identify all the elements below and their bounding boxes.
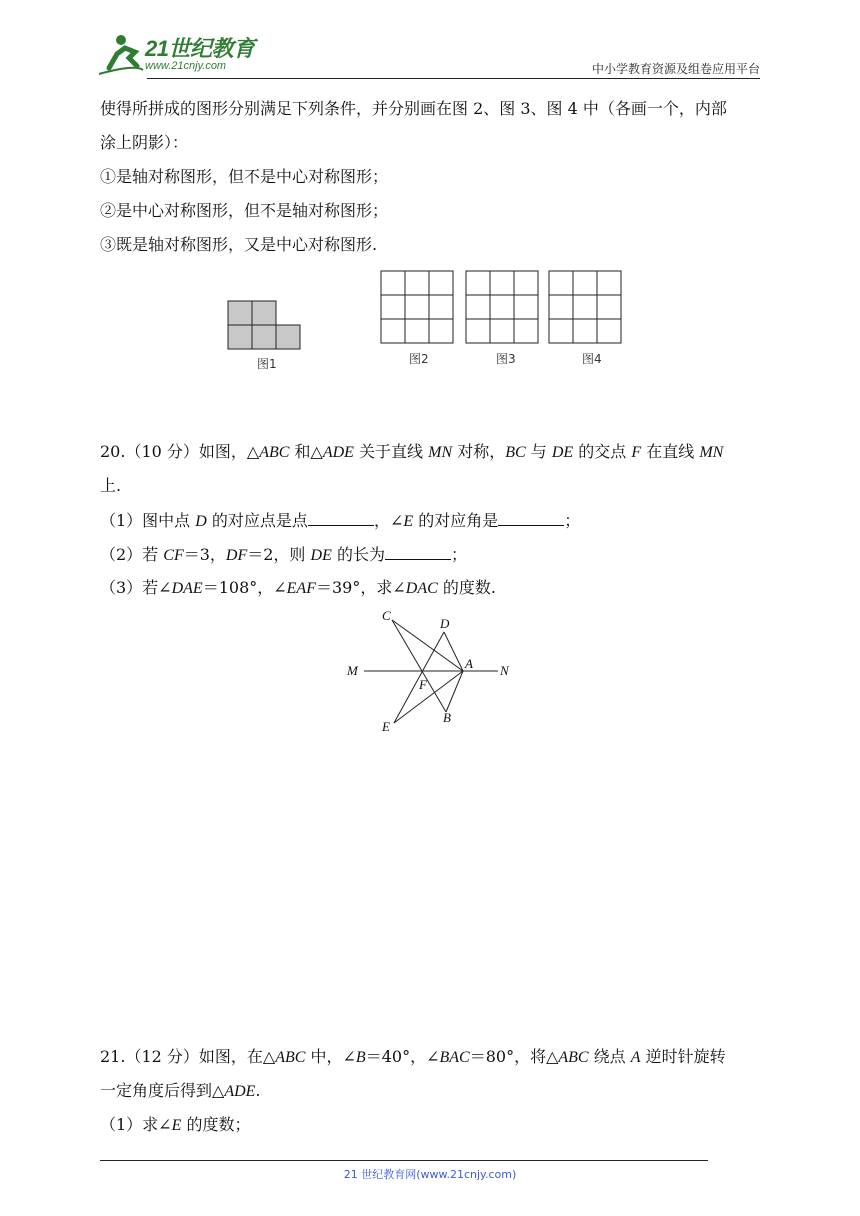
q21-stem: 21.（12 分）如图，在△ABC 中，∠B＝40°，∠BAC＝80°，将△ABC 绕点 A 逆时针旋转 (100, 1047, 726, 1066)
q20-stem: 20.（10 分）如图，△ABC 和△ADE 关于直线 MN 对称，BC 与 DE 的交点 F 在直线 MN (100, 442, 724, 461)
figure-3-grid (466, 271, 538, 343)
page-header (95, 30, 760, 80)
logo-text: 21世纪教育 (145, 36, 255, 61)
platform-name: 中小学教育资源及组卷应用平台 (591, 62, 760, 76)
answer-blank-2[interactable] (498, 509, 564, 526)
logo-url: www.21cnjy.com (145, 60, 227, 72)
caption-fig3: 图3 (496, 352, 516, 366)
footer-rule (100, 1160, 708, 1161)
answer-blank-3[interactable] (385, 543, 451, 560)
label-f: F (419, 677, 427, 692)
answer-blank-1[interactable] (308, 509, 374, 526)
label-e: E (382, 719, 390, 734)
q19-condition-3: ③既是轴对称图形，又是中心对称图形. (100, 235, 378, 254)
q21-stem-line2: 一定角度后得到△ADE. (100, 1081, 261, 1100)
q19-condition-1: ①是轴对称图形，但不是中心对称图形； (100, 167, 389, 186)
figure-2-grid (381, 271, 453, 343)
caption-fig2: 图2 (409, 352, 429, 366)
footer-link[interactable]: 21 世纪教育网(www.21cnjy.com) (343, 1168, 517, 1181)
q20-part3: （3）若∠DAE＝108°，∠EAF＝39°，求∠DAC 的度数. (100, 578, 496, 597)
q20-stem-line2: 上. (100, 476, 122, 495)
label-d: D (440, 616, 450, 631)
figure-4-grid (549, 271, 621, 343)
q19-condition-2: ②是中心对称图形，但不是轴对称图形； (100, 201, 389, 220)
q19-line1: 使得所拼成的图形分别满足下列条件，并分别画在图 2、图 3、图 4 中（各画一个，内部 (100, 99, 727, 118)
header-rule (147, 78, 760, 79)
q20-part1: （1）图中点 D 的对应点是点 ，∠E 的对应角是 ； (100, 511, 581, 530)
q21-part1: （1）求∠E 的度数； (100, 1115, 251, 1134)
label-a: A (465, 656, 473, 671)
q19-figures (0, 260, 860, 380)
label-m: M (347, 663, 358, 678)
label-n: N (500, 663, 509, 678)
caption-fig4: 图4 (582, 352, 602, 366)
label-c: C (382, 608, 391, 623)
q20-figure (330, 600, 530, 740)
label-b: B (443, 710, 451, 725)
segment-da (444, 632, 463, 671)
caption-fig1: 图1 (257, 357, 277, 371)
segment-cb (392, 620, 446, 712)
q19-line2: 涂上阴影）： (100, 133, 189, 152)
figure-1 (228, 301, 300, 349)
q20-part2: （2）若 CF＝3，DF＝2，则 DE 的长为 ； (100, 545, 467, 564)
segment-ca (392, 620, 463, 671)
